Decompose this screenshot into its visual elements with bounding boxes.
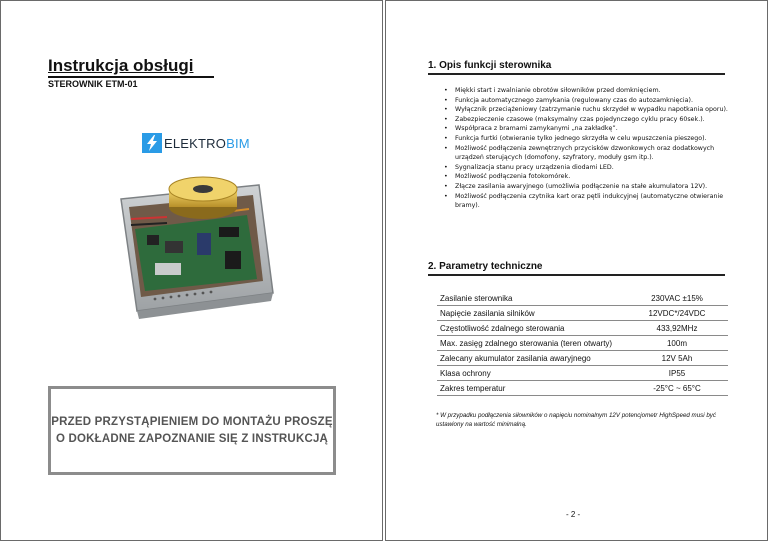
param-value: 12VDC*/24VDC (626, 306, 728, 321)
left-page (0, 0, 383, 541)
param-value: 433,92MHz (626, 321, 728, 336)
section-1-heading: 1. Opis funkcji sterownika (428, 60, 725, 75)
table-row (437, 336, 728, 351)
list-item: • Funkcja furtki (otwieranie tylko jednego skrzydła w celu wpuszczenia pieszego). (443, 134, 728, 144)
page-number: - 2 - (566, 510, 581, 519)
safety-notice-box (48, 386, 336, 475)
param-value: 100m (626, 336, 728, 351)
param-label: Klasa ochrony (437, 366, 626, 381)
list-item: • Miękki start i zwalnianie obrotów siłowników przed domknięciem. (443, 86, 728, 96)
logo-text: ELEKTROBIM (164, 135, 250, 151)
title-underline (48, 76, 214, 78)
param-value: -25°C ~ 65°C (626, 381, 728, 396)
list-item: • Sygnalizacja stanu pracy urządzenia diodami LED. (443, 163, 728, 173)
section-2-heading: 2. Parametry techniczne (428, 261, 725, 276)
table-row (437, 321, 728, 336)
lightning-bolt-icon (142, 133, 162, 153)
param-label: Napięcie zasilania silników (437, 306, 626, 321)
document-subtitle: STEROWNIK ETM-01 (48, 79, 138, 89)
param-label: Zalecany akumulator zasilania awaryjnego (437, 351, 626, 366)
list-item: • Wyłącznik przeciążeniowy (zatrzymanie ruchu skrzydeł w wypadku napotkania oporu). (443, 105, 728, 115)
list-item: • Współpraca z bramami zamykanymi „na zakładkę”. (443, 124, 728, 134)
table-row (437, 306, 728, 321)
parameters-table (437, 291, 728, 396)
param-value: IP55 (626, 366, 728, 381)
controller-device-image (107, 171, 277, 321)
table-row (437, 291, 728, 306)
safety-notice-text: PRZED PRZYSTĄPIENIEM DO MONTAŻU PROSZĘ O DOKŁADNE ZAPOZNANIE SIĘ Z INSTRUKCJĄ (51, 415, 333, 445)
footnote: * W przypadku podłączenia siłowników o napięciu nominalnym 12V potencjometr HighSpeed musi być ustawiony na wartość minimalną. (436, 412, 716, 428)
list-item: • Zabezpieczenie czasowe (maksymalny czas pojedynczego cyklu pracy 60sek.). (443, 115, 728, 125)
list-item: • Możliwość podłączenia zewnętrznych przycisków dzwonkowych oraz dodatkowych urządzeń sterujących (domofony, szyfratory, moduły gsm itp.). (443, 144, 728, 163)
param-label: Częstotliwość zdalnego sterowania (437, 321, 626, 336)
param-label: Zasilanie sterownika (437, 291, 626, 306)
param-label: Max. zasięg zdalnego sterowania (teren otwarty) (437, 336, 626, 351)
list-item: • Funkcja automatycznego zamykania (regulowany czas do autozamknięcia). (443, 96, 728, 106)
param-value: 230VAC ±15% (626, 291, 728, 306)
table-row (437, 366, 728, 381)
list-item: • Złącze zasilania awaryjnego (umożliwia podłączenie na stałe akumulatora 12V). (443, 182, 728, 192)
param-value: 12V 5Ah (626, 351, 728, 366)
table-row (437, 381, 728, 396)
param-label: Zakres temperatur (437, 381, 626, 396)
document-title: Instrukcja obsługi (48, 56, 194, 75)
list-item: • Możliwość podłączenia czytnika kart oraz pętli indukcyjnej (automatyczne otwieranie bramy). (443, 192, 728, 211)
table-row (437, 351, 728, 366)
features-list (443, 86, 728, 211)
list-item: • Możliwość podłączenia fotokomórek. (443, 172, 728, 182)
elektrobim-logo (142, 133, 250, 153)
